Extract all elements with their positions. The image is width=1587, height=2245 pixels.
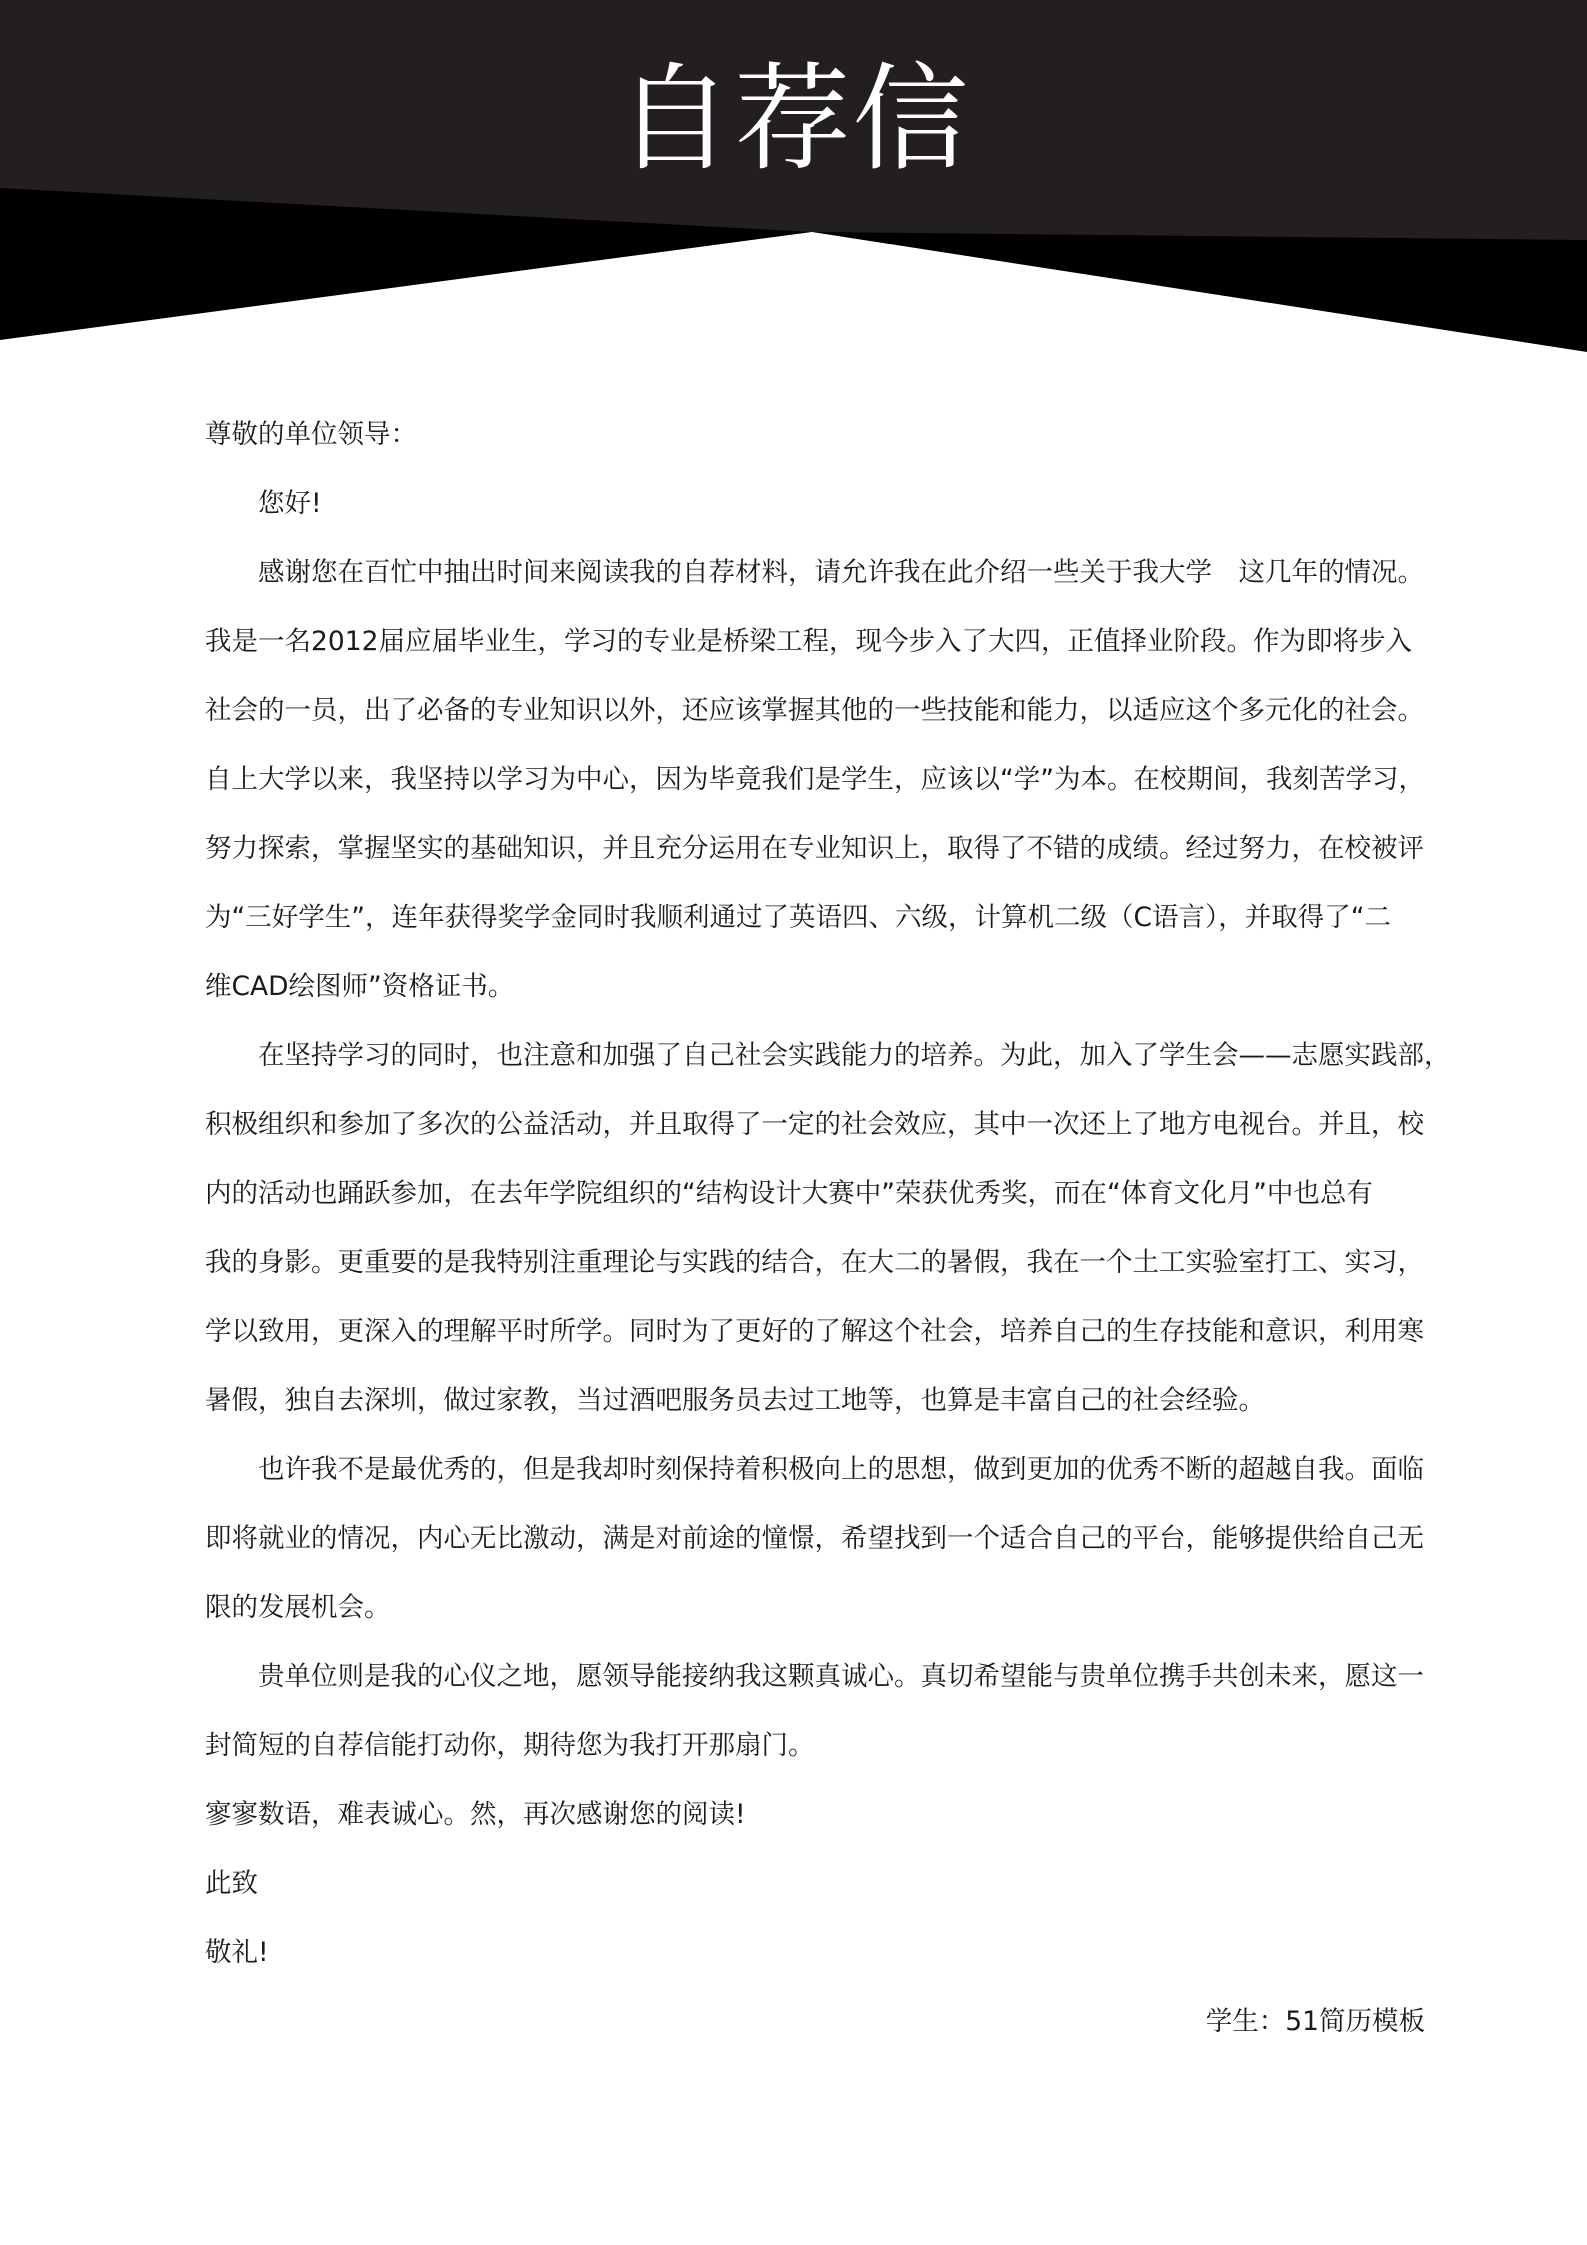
salutation: 尊敬的单位领导： bbox=[205, 419, 417, 450]
paragraph-1-line: 维CAD绘图师”资格证书。 bbox=[205, 971, 515, 1002]
greeting: 您好! bbox=[258, 488, 322, 519]
paragraph-1-line: 努力探索，掌握坚实的基础知识，并且充分运用在专业知识上，取得了不错的成绩。经过努力，在校被评 bbox=[205, 833, 1424, 864]
closing-to: 此致 bbox=[205, 1868, 258, 1899]
signature: 学生：51简历模板 bbox=[1205, 2006, 1425, 2037]
paragraph-4-line: 贵单位则是我的心仪之地，愿领导能接纳我这颗真诚心。真切希望能与贵单位携手共创未来，愿这一 bbox=[258, 1661, 1424, 1692]
paragraph-3-line: 即将就业的情况，内心无比激动，满是对前途的憧憬，希望找到一个适合自己的平台，能够提供给自己无 bbox=[205, 1523, 1424, 1554]
paragraph-1-line: 社会的一员，出了必备的专业知识以外，还应该掌握其他的一些技能和能力，以适应这个多元化的社会。 bbox=[205, 695, 1424, 726]
paragraph-2-line: 内的活动也踊跃参加，在去年学院组织的“结构设计大赛中”荣获优秀奖，而在“体育文化月”中也总有 bbox=[205, 1178, 1373, 1209]
paragraph-2-line: 积极组织和参加了多次的公益活动，并且取得了一定的社会效应，其中一次还上了地方电视台。并且，校 bbox=[205, 1109, 1424, 1140]
paragraph-2-line: 暑假，独自去深圳，做过家教，当过酒吧服务员去过工地等，也算是丰富自己的社会经验。 bbox=[205, 1385, 1265, 1416]
paragraph-1-line: 我是一名2012届应届毕业生，学习的专业是桥梁工程，现今步入了大四，正值择业阶段。作为即将步入 bbox=[205, 626, 1412, 657]
paragraph-2-line: 我的身影。更重要的是我特别注重理论与实践的结合，在大二的暑假，我在一个土工实验室打工、实习， bbox=[205, 1247, 1424, 1278]
closing-regards: 敬礼! bbox=[205, 1937, 269, 1968]
paragraph-2-line: 学以致用，更深入的理解平时所学。同时为了更好的了解这个社会，培养自己的生存技能和意识，利用寒 bbox=[205, 1316, 1424, 1347]
paragraph-1-line: 感谢您在百忙中抽出时间来阅读我的自荐材料，请允许我在此介绍一些关于我大学 这几年的情况。 bbox=[258, 557, 1424, 588]
paragraph-3-line: 限的发展机会。 bbox=[205, 1592, 391, 1623]
letter-body bbox=[205, 400, 1451, 2056]
paragraph-1-line: 自上大学以来，我坚持以学习为中心，因为毕竟我们是学生，应该以“学”为本。在校期间，我刻苦学习， bbox=[205, 764, 1425, 795]
paragraph-1-line: 为“三好学生”，连年获得奖学金同时我顺利通过了英语四、六级，计算机二级（C语言），并取得了“二 bbox=[205, 902, 1391, 933]
closing-line: 寥寥数语，难表诚心。然，再次感谢您的阅读! bbox=[205, 1799, 746, 1830]
page-title: 自荐信 bbox=[616, 52, 971, 187]
paragraph-2-line: 在坚持学习的同时，也注意和加强了自己社会实践能力的培养。为此，加入了学生会——志愿实践部， bbox=[258, 1040, 1451, 1071]
paragraph-3-line: 也许我不是最优秀的，但是我却时刻保持着积极向上的思想，做到更加的优秀不断的超越自我。面临 bbox=[258, 1454, 1424, 1485]
header-banner bbox=[0, 0, 1587, 360]
paragraph-4-line: 封简短的自荐信能打动你，期待您为我打开那扇门。 bbox=[205, 1730, 815, 1761]
